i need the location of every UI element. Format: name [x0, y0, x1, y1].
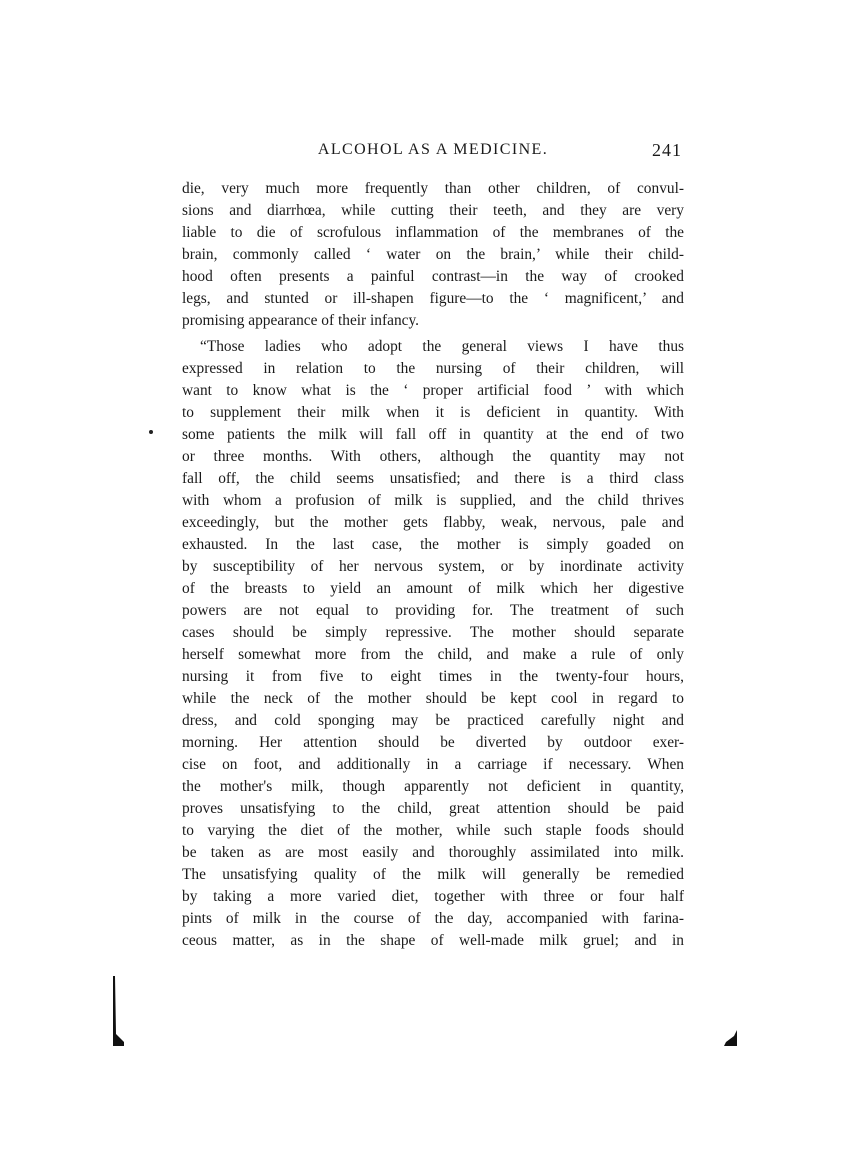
text-line: dress, and cold sponging may be practiced carefully night and — [182, 712, 684, 729]
paragraph — [182, 178, 684, 332]
text-line: legs, and stunted or ill-shapen figure—to the ‘ magnificent,’ and — [182, 290, 684, 307]
text-line: nursing it from five to eight times in the twenty-four hours, — [182, 668, 684, 685]
text-line: expressed in relation to the nursing of their children, will — [182, 360, 684, 377]
margin-mark — [149, 430, 153, 434]
scan-edge-mark — [112, 976, 126, 1046]
text-line: while the neck of the mother should be kept cool in regard to — [182, 690, 684, 707]
text-line: be taken as are most easily and thoroughly assimilated into milk. — [182, 844, 684, 861]
paragraph — [182, 336, 684, 952]
text-line: cases should be simply repressive. The mother should separate — [182, 624, 684, 641]
text-line: of the breasts to yield an amount of milk which her digestive — [182, 580, 684, 597]
text-line: exhausted. In the last case, the mother is simply goaded on — [182, 536, 684, 553]
text-line: “Those ladies who adopt the general views I have thus — [200, 338, 684, 355]
text-line: by susceptibility of her nervous system, or by inordinate activity — [182, 558, 684, 575]
text-line: ceous matter, as in the shape of well-made milk gruel; and in — [182, 932, 684, 949]
text-line: pints of milk in the course of the day, accompanied with farina- — [182, 910, 684, 927]
text-line: to supplement their milk when it is deficient in quantity. With — [182, 404, 684, 421]
text-line: want to know what is the ‘ proper artificial food ’ with which — [182, 382, 684, 399]
text-line: the mother's milk, though apparently not deficient in quantity, — [182, 778, 684, 795]
running-title: ALCOHOL AS A MEDICINE. — [317, 141, 549, 158]
scan-edge-mark — [724, 1030, 738, 1046]
text-line: The unsatisfying quality of the milk will generally be remedied — [182, 866, 684, 883]
text-line: by taking a more varied diet, together with three or four half — [182, 888, 684, 905]
text-line: morning. Her attention should be diverted by outdoor exer- — [182, 734, 684, 751]
text-line: powers are not equal to providing for. The treatment of such — [182, 602, 684, 619]
text-line: brain, commonly called ‘ water on the brain,’ while their child- — [182, 246, 684, 263]
text-line: herself somewhat more from the child, and make a rule of only — [182, 646, 684, 663]
text-line: liable to die of scrofulous inflammation of the membranes of the — [182, 224, 684, 241]
text-line: exceedingly, but the mother gets flabby, weak, nervous, pale and — [182, 514, 684, 531]
text-line: hood often presents a painful contrast—in the way of crooked — [182, 268, 684, 285]
body-text — [182, 178, 684, 952]
text-line: proves unsatisfying to the child, great attention should be paid — [182, 800, 684, 817]
page-number: 241 — [652, 140, 682, 160]
text-line: some patients the milk will fall off in quantity at the end of two — [182, 426, 684, 443]
text-line: fall off, the child seems unsatisfied; and there is a third class — [182, 470, 684, 487]
text-line: sions and diarrhœa, while cutting their teeth, and they are very — [182, 202, 684, 219]
running-head — [182, 140, 684, 162]
text-line: promising appearance of their infancy. — [182, 312, 420, 329]
text-line: to varying the diet of the mother, while such staple foods should — [182, 822, 684, 839]
text-line: die, very much more frequently than other children, of convul- — [182, 180, 684, 197]
text-line: cise on foot, and additionally in a carriage if necessary. When — [182, 756, 684, 773]
text-line: with whom a profusion of milk is supplied, and the child thrives — [182, 492, 684, 509]
text-line: or three months. With others, although the quantity may not — [182, 448, 684, 465]
